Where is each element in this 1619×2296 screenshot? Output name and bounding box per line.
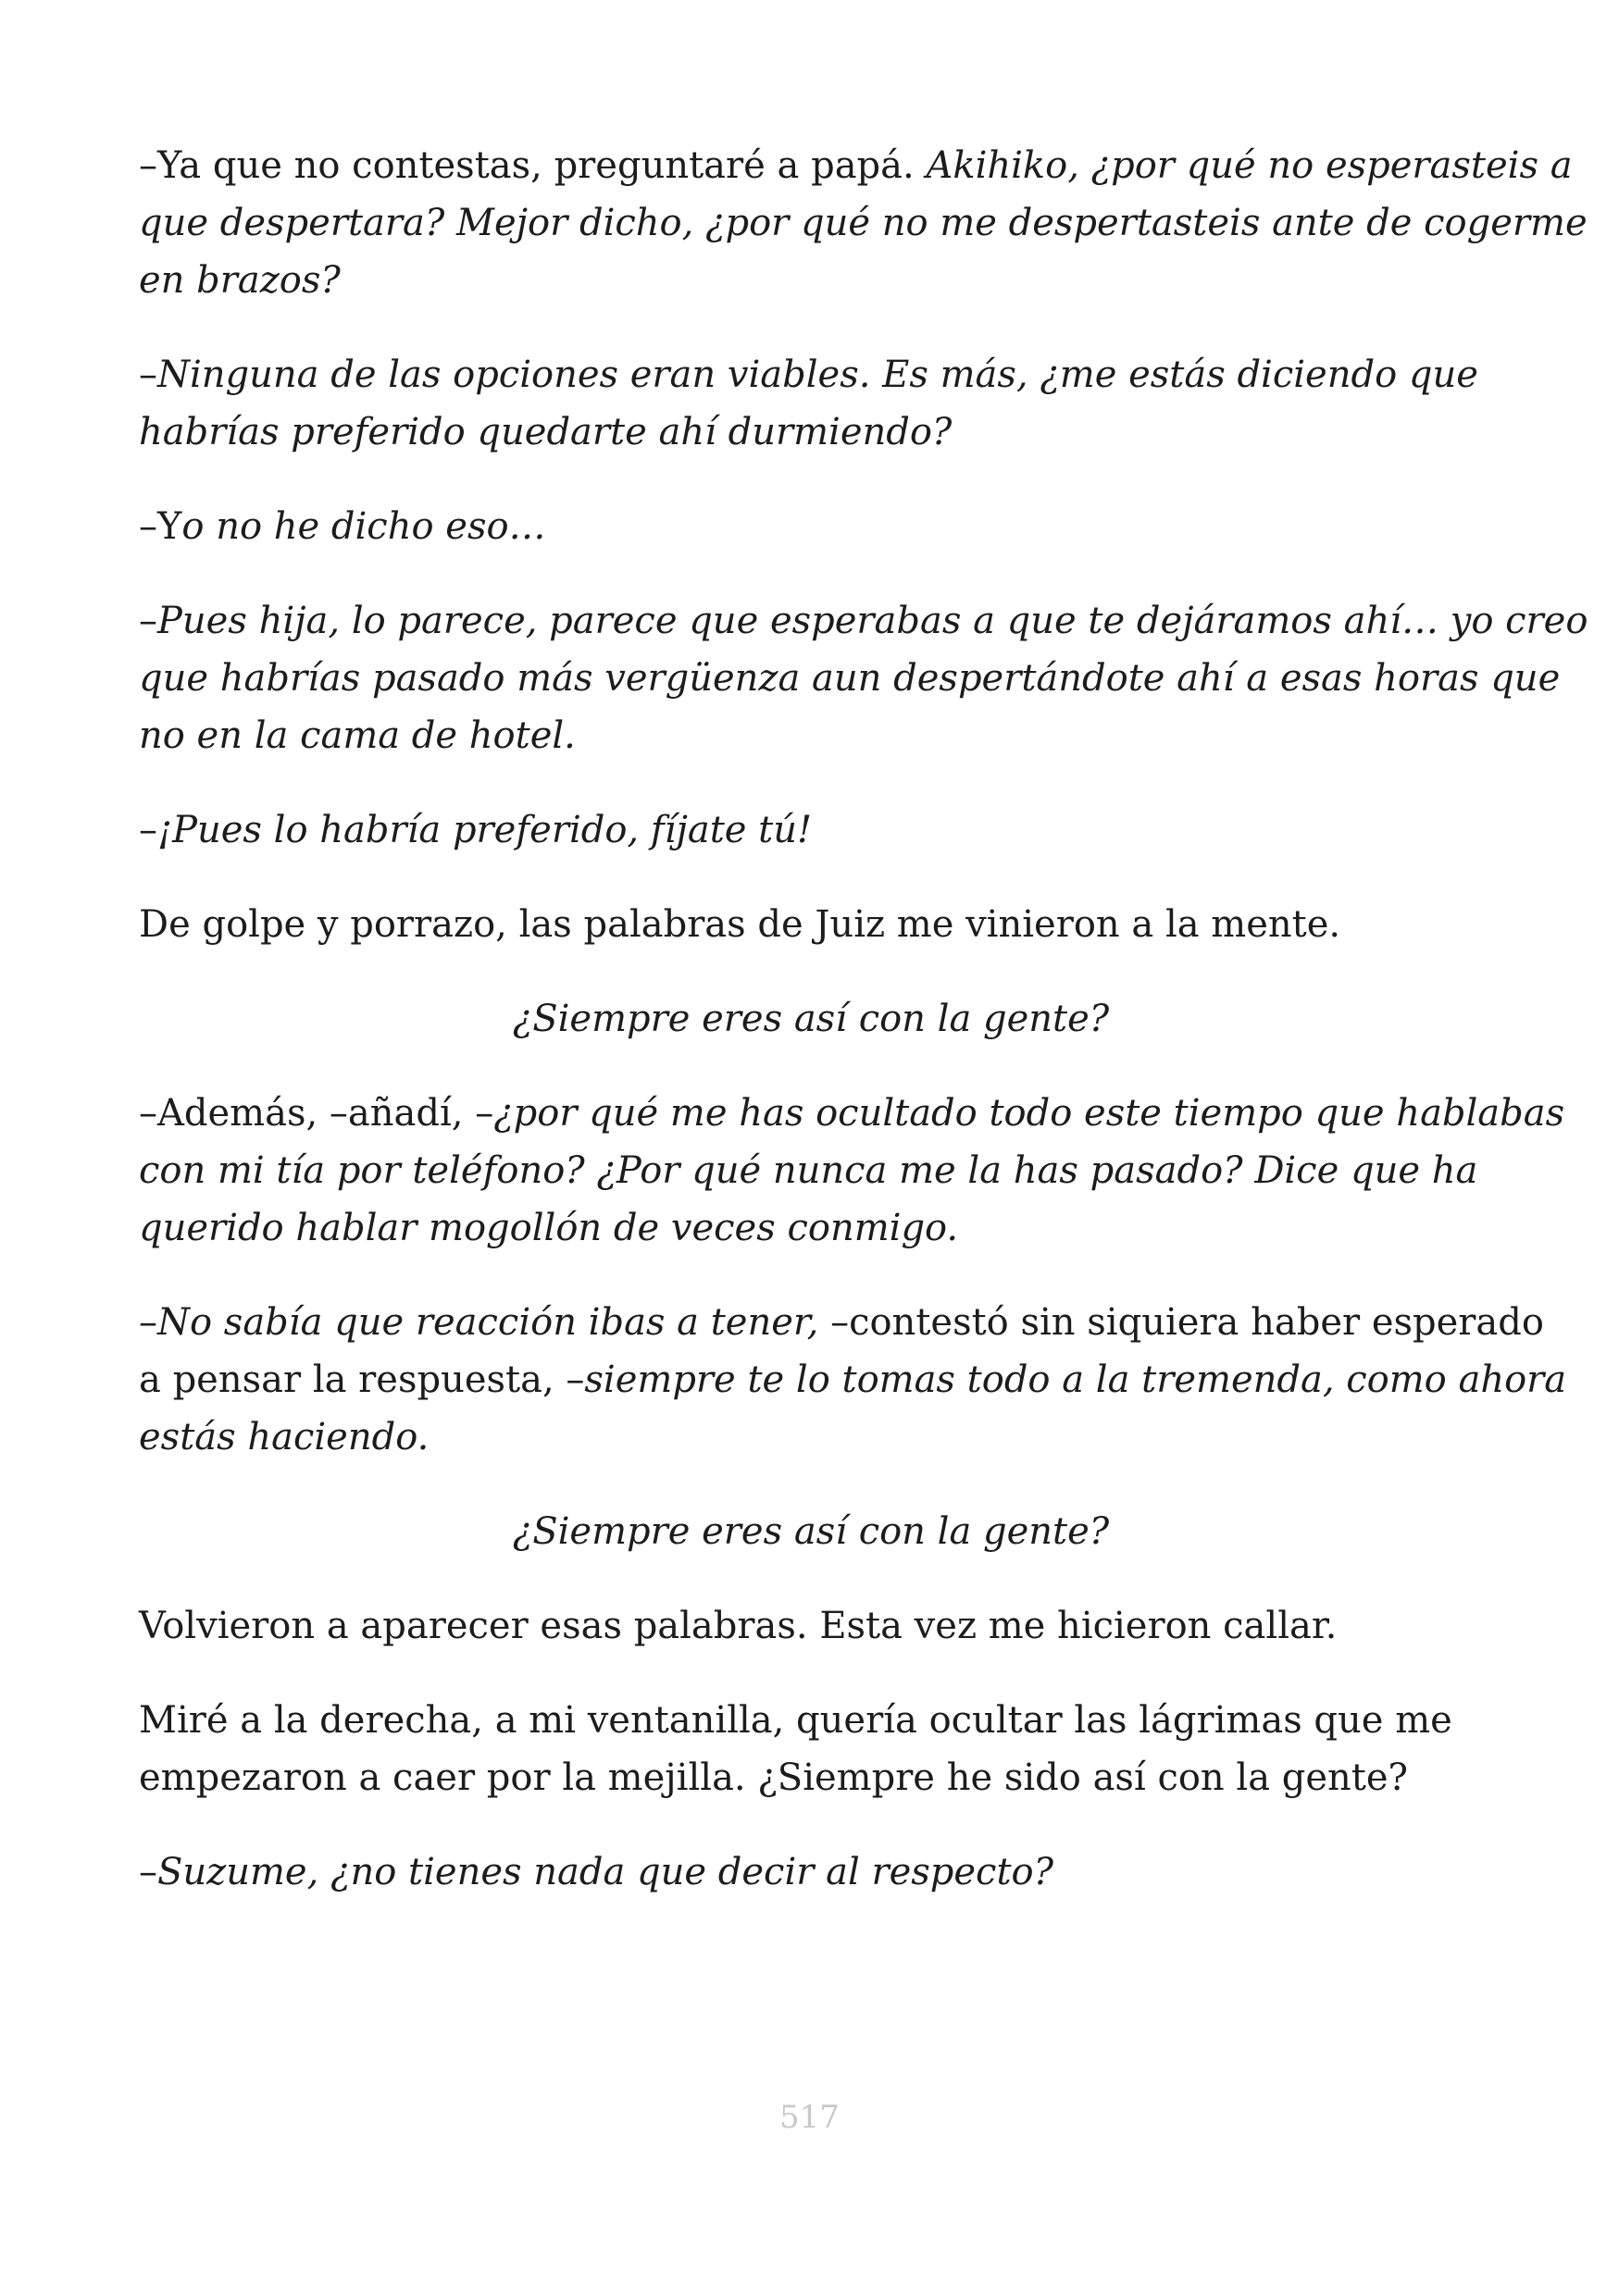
text: a pensar la respuesta, –	[139, 1359, 585, 1401]
italic-text: Akihiko, ¿por qué no esperasteis a	[926, 144, 1573, 187]
paragraph	[139, 1503, 1483, 1560]
text-line	[139, 1749, 1483, 1806]
text-line	[139, 1142, 1483, 1199]
italic-text: No sabía que reacción ibas a tener,	[157, 1301, 819, 1344]
text: –añadí, –	[329, 1092, 494, 1135]
text-line	[139, 137, 1573, 194]
text-line	[139, 1351, 1567, 1409]
paragraph	[139, 137, 1588, 309]
text-line	[139, 1692, 1483, 1749]
italic-text: que despertara? Mejor dicho, ¿por qué no me despertasteis ante de cogerme	[139, 202, 1588, 244]
paragraph	[139, 990, 1483, 1048]
paragraph	[139, 1597, 1483, 1655]
paragraph	[139, 896, 1483, 953]
paragraph	[139, 1843, 1483, 1901]
text: –	[139, 1851, 157, 1893]
page-number: 517	[779, 2099, 840, 2136]
paragraph	[139, 498, 1483, 555]
paragraph	[139, 1085, 1565, 1257]
page-body	[139, 137, 1588, 1938]
italic-text: ¡Pues lo habría preferido, fíjate tú!	[157, 809, 813, 851]
italic-text: con mi tía por teléfono? ¿Por qué nunca me la has pasado? Dice que ha	[139, 1149, 1478, 1192]
italic-text: o no he dicho eso…	[181, 505, 546, 548]
text: Miré a la derecha, a mi ventanilla, quería ocultar las lágrimas que me	[139, 1699, 1452, 1742]
text-line	[139, 801, 1483, 859]
text: –	[139, 809, 157, 851]
italic-text: ¿Siempre eres así con la gente?	[512, 1510, 1110, 1553]
italic-text: habrías preferido quedarte ahí durmiendo?	[139, 411, 953, 453]
text: –	[139, 600, 157, 642]
text-line	[139, 252, 1483, 309]
text-line	[139, 346, 1483, 403]
text-line	[139, 990, 1483, 1048]
text-line	[139, 1294, 1544, 1351]
text-line	[139, 592, 1588, 650]
italic-text: Ninguna de las opciones eran viables. Es más, ¿me estás diciendo que	[157, 354, 1478, 396]
italic-text: no en la cama de hotel.	[139, 714, 576, 757]
italic-text: siempre te lo tomas todo a la tremenda, como ahora	[584, 1359, 1567, 1401]
text-line	[139, 1597, 1483, 1655]
italic-text: ¿por qué me has ocultado todo este tiempo que hablabas	[493, 1092, 1565, 1135]
text: –contestó sin siquiera haber esperado	[818, 1301, 1544, 1344]
paragraph	[139, 1692, 1483, 1806]
text-line	[139, 896, 1483, 953]
italic-text: Suzume, ¿no tienes nada que decir al respecto?	[157, 1851, 1054, 1893]
text: –	[139, 354, 157, 396]
text-line	[139, 650, 1561, 707]
text: –Además,	[139, 1092, 330, 1135]
italic-text: estás haciendo.	[139, 1416, 430, 1458]
paragraph	[139, 592, 1588, 764]
text-line	[139, 1503, 1483, 1560]
italic-text: Pues hija, lo parece, parece que esperabas a que te dejáramos ahí… yo creo	[157, 600, 1588, 642]
text-line	[139, 1085, 1565, 1142]
text: Volvieron a aparecer esas palabras. Esta vez me hicieron callar.	[139, 1605, 1338, 1647]
text: empezaron a caer por la mejilla. ¿Siempre he sido así con la gente?	[139, 1756, 1408, 1799]
text-line	[139, 498, 1483, 555]
italic-text: que habrías pasado más vergüenza aun despertándote ahí a esas horas que	[139, 657, 1561, 700]
text-line	[139, 1199, 1483, 1257]
text: –	[139, 1301, 157, 1344]
italic-text: ¿Siempre eres así con la gente?	[512, 998, 1110, 1040]
text-line	[139, 194, 1588, 252]
text: –Ya que no contestas, preguntaré a papá.	[139, 144, 927, 187]
paragraph	[139, 801, 1483, 859]
italic-text: querido hablar mogollón de veces conmigo.	[139, 1207, 959, 1249]
paragraph	[139, 1294, 1567, 1466]
text: –Y	[139, 505, 182, 548]
text-line	[139, 707, 1483, 764]
text-line	[139, 403, 1483, 461]
text-line	[139, 1409, 1483, 1466]
italic-text: en brazos?	[139, 259, 341, 302]
paragraph	[139, 346, 1483, 461]
text: De golpe y porrazo, las palabras de Juiz me vinieron a la mente.	[139, 903, 1341, 946]
text-line	[139, 1843, 1483, 1901]
